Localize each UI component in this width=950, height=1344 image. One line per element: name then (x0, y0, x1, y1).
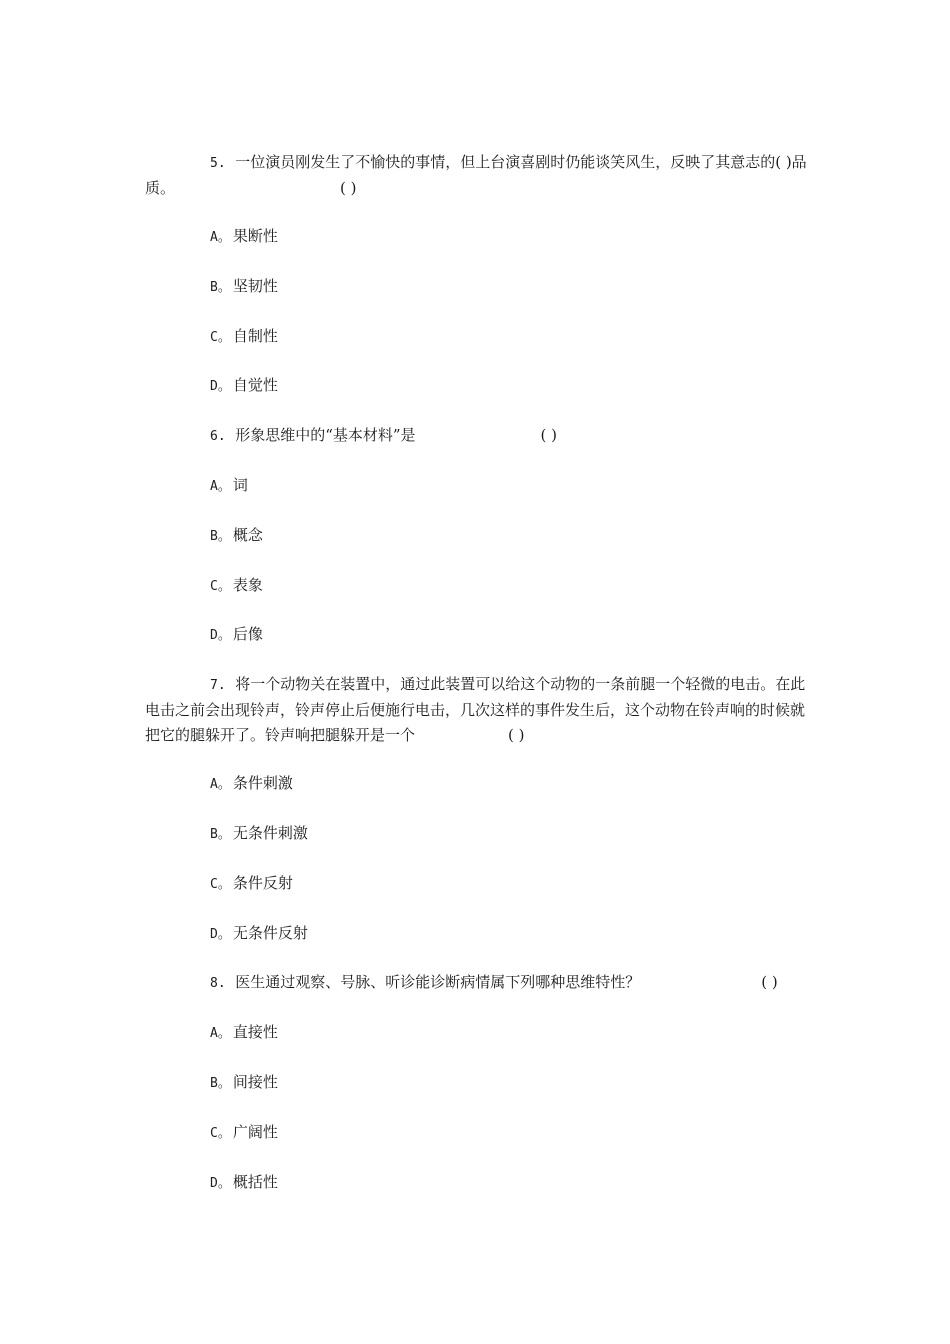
option-letter: C。 (210, 330, 231, 345)
option-text: 果断性 (232, 227, 278, 245)
question-8-option-d (210, 1170, 278, 1196)
question-text: 形象思维中的“基本材料”是 (235, 426, 416, 444)
option-text: 词 (232, 476, 248, 494)
question-6-stem (145, 423, 809, 449)
option-text: 概括性 (232, 1173, 278, 1191)
option-letter: B。 (210, 529, 231, 544)
question-7-stem (145, 672, 809, 748)
option-letter: C。 (210, 1126, 231, 1141)
question-7-option-b (210, 821, 308, 847)
option-text: 表象 (232, 576, 263, 594)
answer-blank: ( ) (540, 426, 558, 444)
option-letter: B。 (210, 827, 231, 842)
question-text: 医生通过观察、号脉、听诊能诊断病情属下列哪种思维特性？ (235, 973, 641, 991)
option-text: 条件反射 (232, 874, 293, 892)
question-text: 将一个动物关在装置中，通过此装置可以给这个动物的一条前腿一个轻微的电击。在此电击之前会出现铃声，铃声停止后便施行电击，几次这样的事件发生后，这个动物在铃声响的时候就把它的腿躲开了。铃声响把腿躲开是一个 (145, 675, 806, 744)
question-number: 5. (210, 156, 226, 171)
option-letter: A。 (210, 777, 231, 792)
answer-blank: ( ) (508, 726, 525, 744)
option-text: 广阔性 (232, 1123, 278, 1141)
question-number: 8. (210, 976, 226, 991)
option-letter: A。 (210, 479, 231, 494)
question-8-option-a (210, 1020, 278, 1046)
question-7-option-c (210, 871, 293, 897)
option-text: 无条件刺激 (232, 824, 308, 842)
question-7-option-a (210, 771, 293, 797)
answer-blank: ( ) (761, 973, 778, 991)
question-8-stem (145, 970, 809, 996)
option-text: 自制性 (232, 327, 278, 345)
option-letter: D。 (210, 927, 231, 942)
question-8-option-c (210, 1120, 278, 1146)
question-7-option-d (210, 921, 308, 947)
option-text: 间接性 (232, 1073, 278, 1091)
option-text: 条件刺激 (232, 774, 293, 792)
question-number: 7. (210, 678, 226, 693)
option-text: 后像 (232, 625, 263, 643)
question-5-option-b (210, 274, 278, 300)
option-letter: A。 (210, 230, 231, 245)
option-letter: D。 (210, 628, 231, 643)
question-6-option-a (210, 473, 248, 499)
option-text: 自觉性 (232, 376, 278, 394)
question-5-option-a (210, 224, 278, 250)
question-5-option-c (210, 324, 278, 350)
question-6-option-d (210, 622, 263, 648)
question-text: 一位演员刚发生了不愉快的事情，但上台演喜剧时仍能谈笑风生，反映了其意志的( )品质。 (145, 153, 807, 197)
question-8-option-b (210, 1070, 278, 1096)
question-6-option-b (210, 523, 263, 549)
option-text: 直接性 (232, 1023, 278, 1041)
question-6-option-c (210, 573, 263, 599)
option-letter: D。 (210, 379, 231, 394)
option-letter: B。 (210, 1076, 231, 1091)
option-letter: B。 (210, 280, 231, 295)
option-letter: A。 (210, 1026, 231, 1041)
option-text: 坚韧性 (232, 277, 278, 295)
option-text: 概念 (232, 526, 263, 544)
answer-blank: ( ) (340, 179, 357, 197)
question-5-option-d (210, 373, 278, 399)
option-letter: C。 (210, 877, 231, 892)
option-text: 无条件反射 (232, 924, 308, 942)
question-number: 6. (210, 429, 226, 444)
option-letter: D。 (210, 1176, 231, 1191)
question-5-stem (145, 150, 809, 201)
option-letter: C。 (210, 579, 231, 594)
